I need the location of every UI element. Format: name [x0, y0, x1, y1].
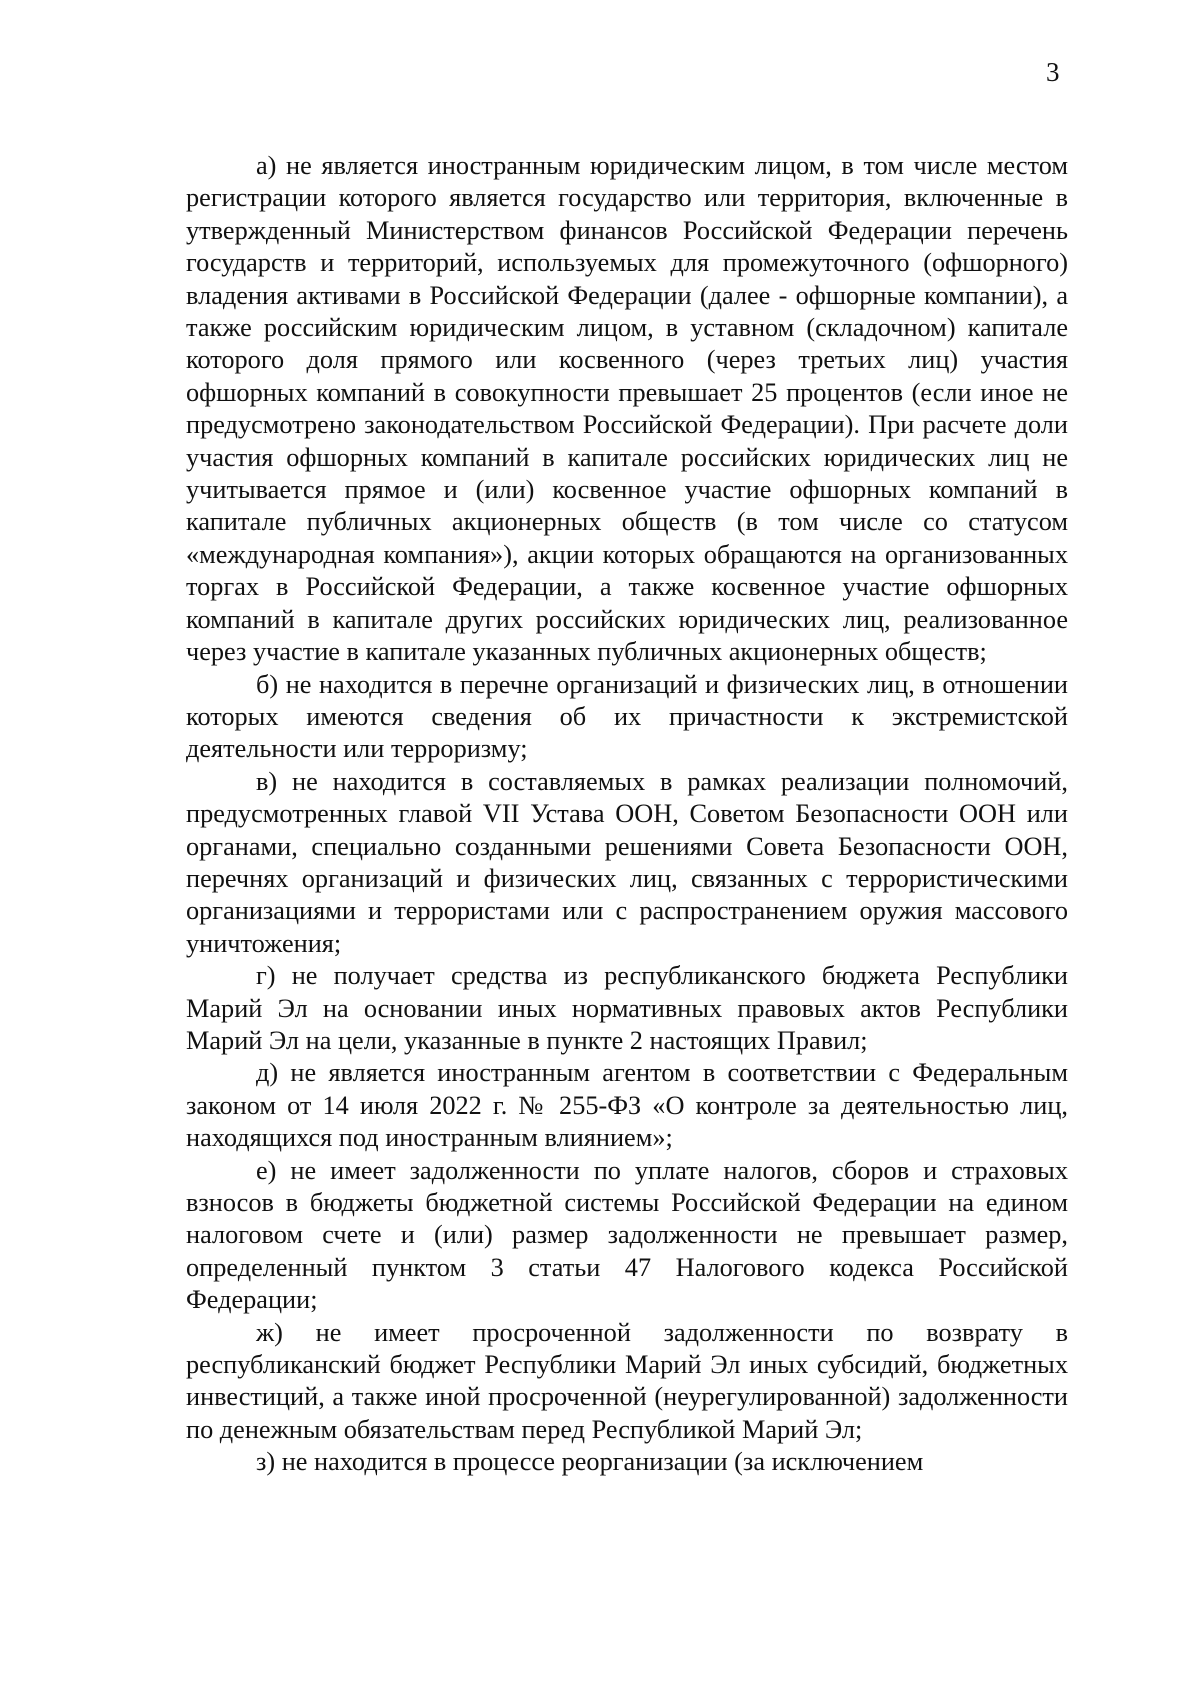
paragraph-z: з) не находится в процессе реорганизации (за исключением [256, 1447, 924, 1477]
paragraph-e: е) не имеет задолженности по уплате налогов, сборов и страховых взносов в бюджеты бюджетной системы Российской Федерации на едином налоговом счете и (или) размер задолженности не превышает размер, определенный пунктом 3 статьи 47 Налогового кодекса Российской Федерации; [186, 1155, 1068, 1315]
paragraph-zh: ж) не имеет просроченной задолженности по возврату в республиканский бюджет Республики Марий Эл иных субсидий, бюджетных инвестиций, а также иной просроченной (неурегулированной) задолженности по денежным обязательствам перед Республикой Марий Эл; [186, 1317, 1068, 1444]
page-number: 3 [1046, 57, 1060, 87]
paragraph-d: д) не является иностранным агентом в соответствии с Федеральным законом от 14 июля 2022 г. № 255-ФЗ «О контроле за деятельностью лиц, находящихся под иностранным влиянием»; [186, 1058, 1068, 1153]
paragraph-b: б) не находится в перечне организаций и физических лиц, в отношении которых имеются сведения об их причастности к экстремистской деятельности или терроризму; [186, 669, 1068, 764]
document-body [186, 150, 1068, 1479]
paragraph-v: в) не находится в составляемых в рамках реализации полномочий, предусмотренных главой VII Устава ООН, Советом Безопасности ООН или органами, специально созданными решениями Совета Безопасности ООН, перечнях организаций и физических лиц, связанных с террористическими организациями и террористами или с распространением оружия массового уничтожения; [186, 766, 1068, 958]
paragraph-a: а) не является иностранным юридическим лицом, в том числе местом регистрации которого является государство или территория, включенные в утвержденный Министерством финансов Российской Федерации перечень государств и территорий, используемых для промежуточного (офшорного) владения активами в Российской Федерации (далее - офшорные компании), а также российским юридическим лицом, в уставном (складочном) капитале которого доля прямого или косвенного (через третьих лиц) участия офшорных компаний в совокупности превышает 25 процентов (если иное не предусмотрено законодательством Российской Федерации). При расчете доли участия офшорных компаний в капитале российских юридических лиц не учитывается прямое и (или) косвенное участие офшорных компаний в капитале публичных акционерных обществ (в том числе со статусом «международная компания»), акции которых обращаются на организованных торгах в Российской Федерации, а также косвенное участие офшорных компаний в капитале других российских юридических лиц, реализованное через участие в капитале указанных публичных акционерных обществ; [186, 151, 1068, 667]
paragraph-g: г) не получает средства из республиканского бюджета Республики Марий Эл на основании иных нормативных правовых актов Республики Марий Эл на цели, указанные в пункте 2 настоящих Правил; [186, 961, 1068, 1055]
